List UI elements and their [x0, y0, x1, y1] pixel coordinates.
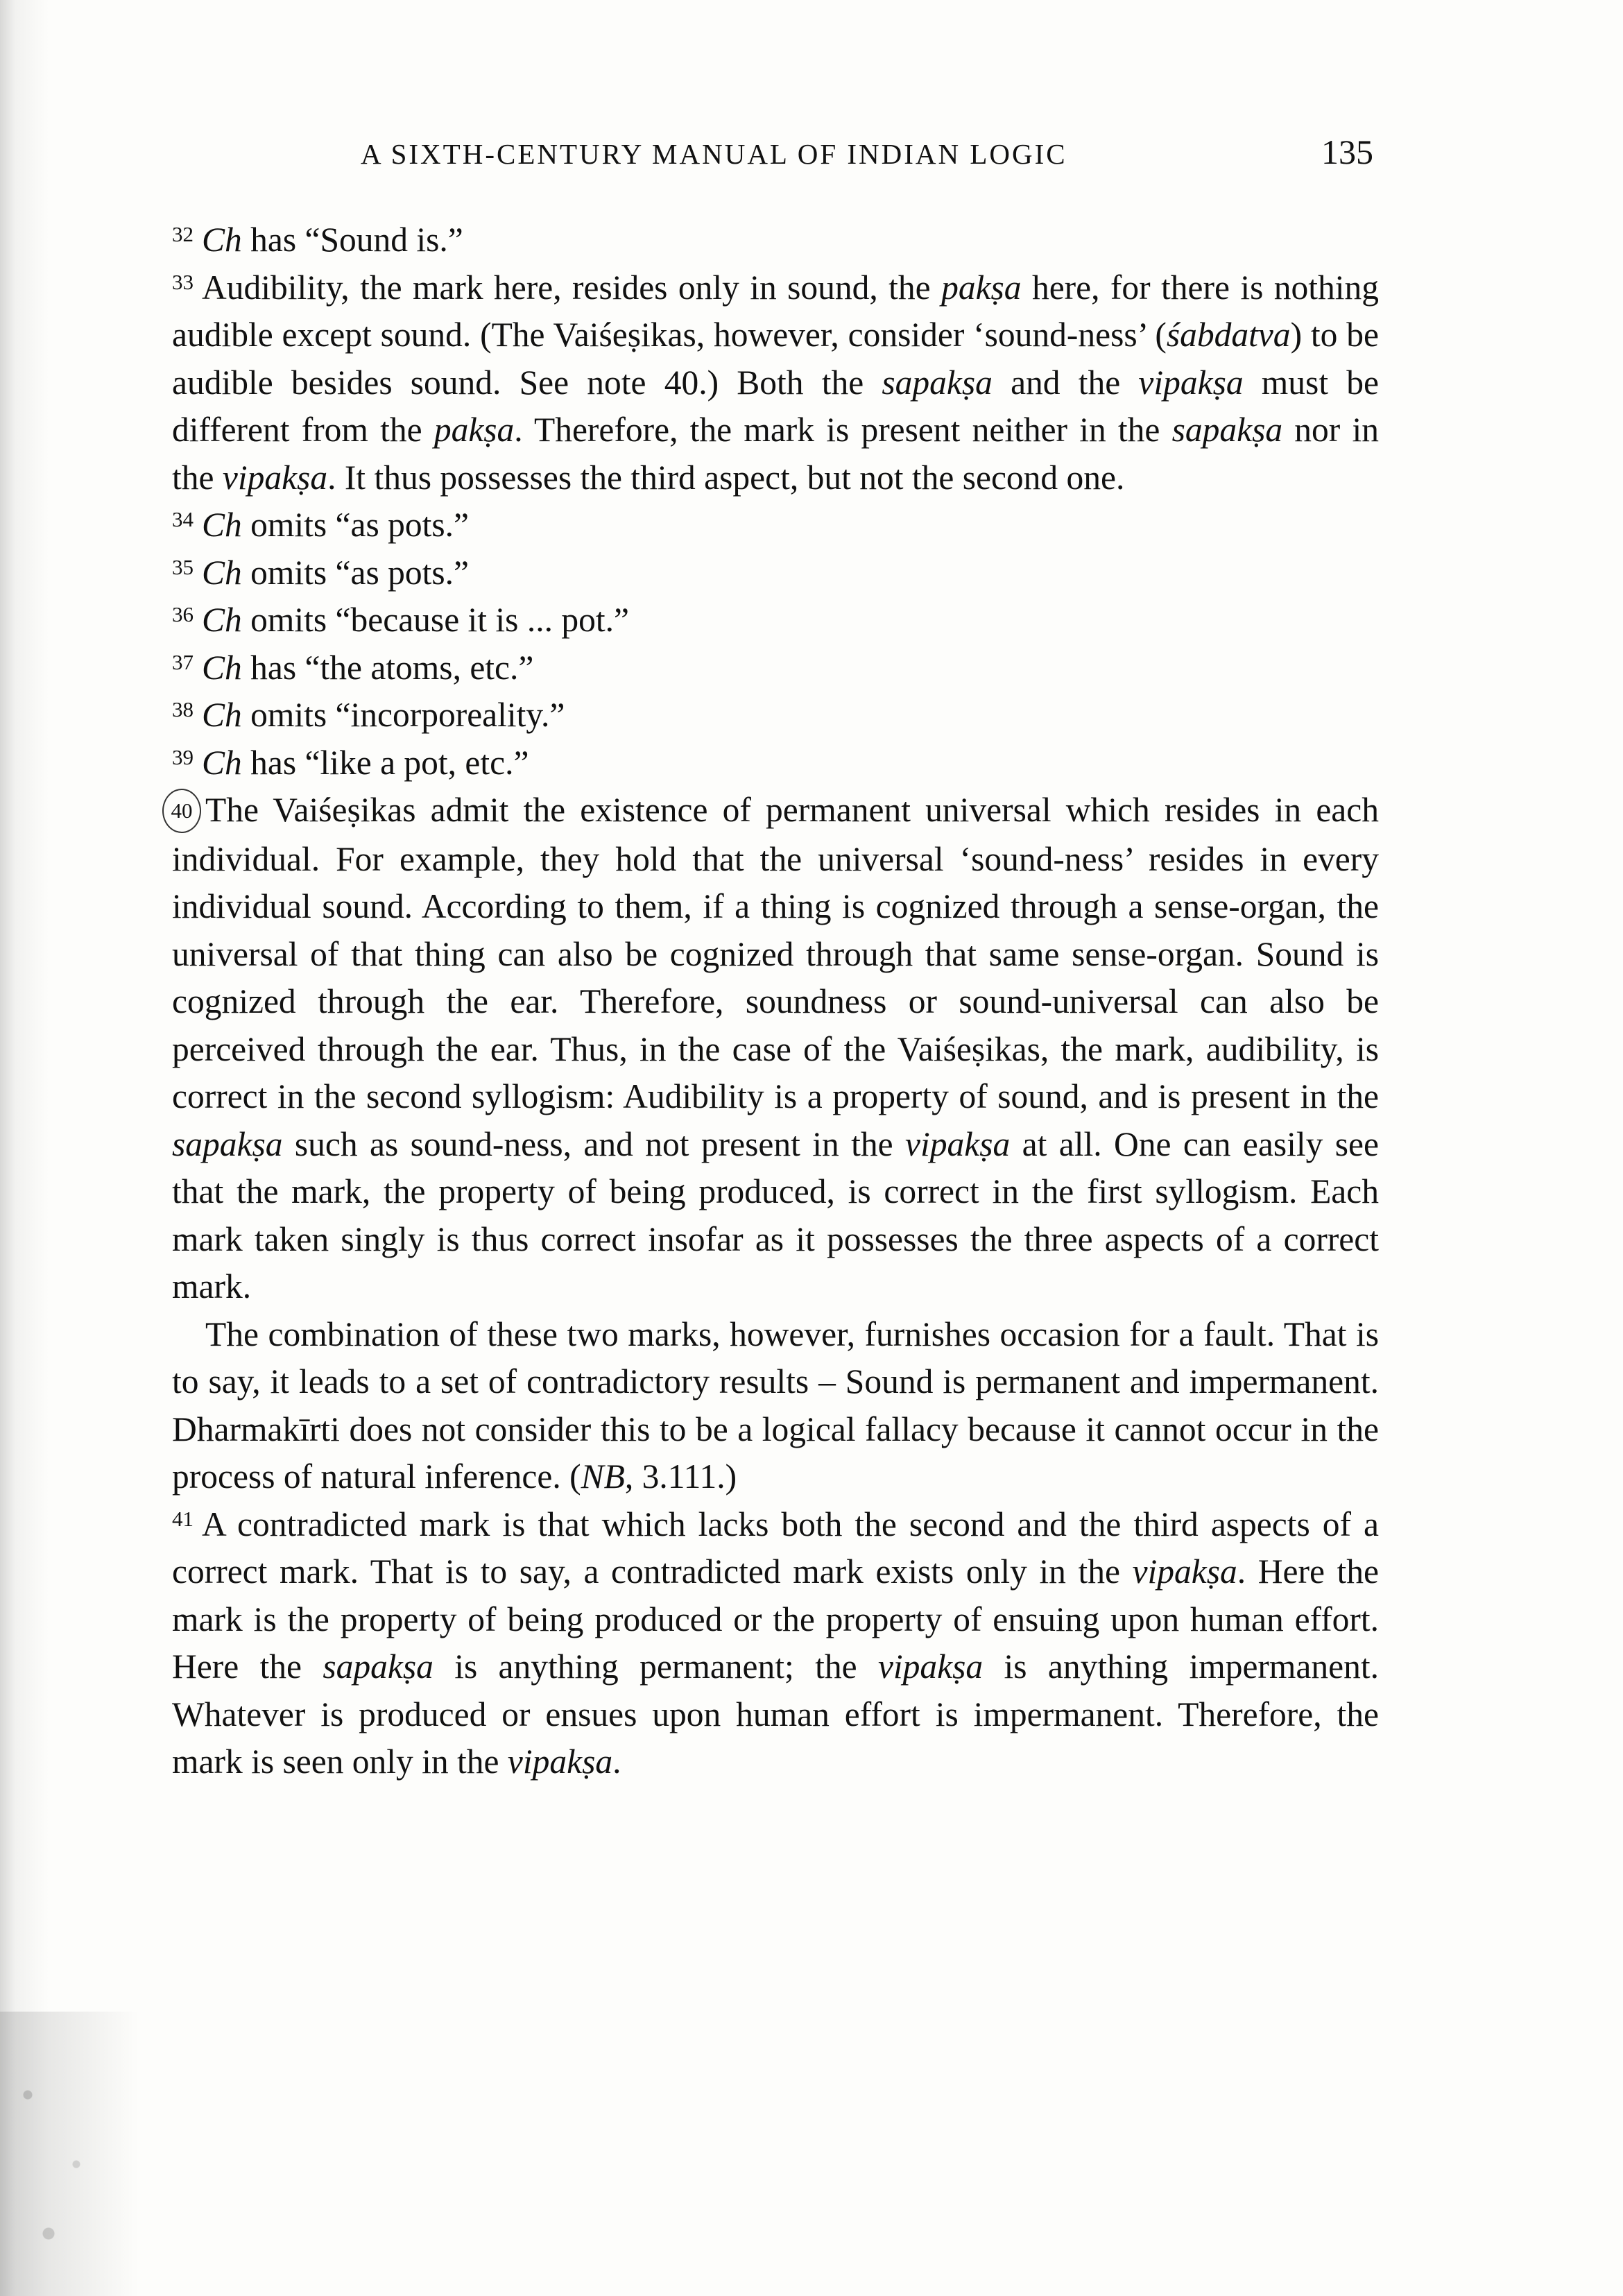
- footnote-36: [172, 597, 1379, 644]
- footnote-number: 41: [172, 1506, 194, 1531]
- footnote-text: . Here the mark is the property of being produced or the property of ensuing upon human effort. Here the: [172, 1552, 1379, 1686]
- footnote-text: has “the atoms, etc.”: [241, 648, 534, 687]
- italic-term: Ch: [202, 743, 242, 782]
- footnote-text: . Therefore, the mark is present neither in the: [514, 411, 1172, 449]
- footnote-33: [172, 264, 1379, 502]
- footnote-text: omits “because it is ... pot.”: [241, 601, 629, 639]
- footnote-number: 34: [172, 507, 194, 531]
- italic-term: Ch: [202, 553, 242, 592]
- italic-term: NB: [581, 1457, 625, 1496]
- footnote-text: A contradicted mark is that which lacks both the second and the third aspects of a correct mark. That is to say, a contradicted mark exists only in the: [172, 1505, 1379, 1591]
- italic-term: sapakṣa: [882, 363, 993, 402]
- footnote-34: [172, 502, 1379, 549]
- footnote-text: . It thus possesses the third aspect, but not the second one.: [327, 458, 1125, 497]
- footnote-text: and the: [992, 363, 1139, 402]
- footnote-number: 32: [172, 222, 194, 246]
- italic-term: vipakṣa: [507, 1742, 613, 1781]
- italic-term: sapakṣa: [172, 1124, 283, 1163]
- footnote-text: .: [612, 1742, 621, 1781]
- footnote-number: 36: [172, 602, 194, 626]
- circled-footnote-number: 40: [162, 789, 201, 833]
- italic-term: Ch: [202, 506, 242, 544]
- footnote-text: Audibility, the mark here, resides only in sound, the: [202, 268, 942, 307]
- italic-term: Ch: [202, 696, 242, 734]
- footnote-39: [172, 739, 1379, 787]
- footnote-text: such as sound-ness, and not present in the: [282, 1124, 906, 1163]
- footnote-text: The combination of these two marks, however, furnishes occasion for a fault. That is to say, it leads to a set of contradictory results – Sound is permanent and impermanent. Dharmakīrti does not consider this to be a logical fallacy because it cannot occur in the process of natural inference. (: [172, 1314, 1379, 1496]
- footnote-number: 35: [172, 554, 194, 579]
- scan-noise: [0, 2012, 139, 2296]
- footnote-continuation-paragraph: [172, 1311, 1379, 1501]
- footnote-number: 39: [172, 744, 194, 769]
- footnote-41: [172, 1501, 1379, 1786]
- footnotes-block: [172, 216, 1379, 1786]
- footnote-37: [172, 644, 1379, 692]
- footnote-35: [172, 549, 1379, 597]
- footnote-32: [172, 216, 1379, 264]
- running-head: A SIXTH-CENTURY MANUAL OF INDIAN LOGIC: [361, 138, 1067, 170]
- footnote-text: at all. One can easily see that the mark, the property of being produced, is correct in the first syllogism. Each mark taken singly is thus correct insofar as it possesses the three aspects of a correct mark.: [172, 1124, 1379, 1306]
- footnote-text: has “Sound is.”: [241, 221, 463, 259]
- binding-gutter-shadow: [0, 0, 49, 2296]
- footnote-number: 37: [172, 649, 194, 674]
- footnote-text: is anything impermanent. Whatever is produced or ensues upon human effort is impermanent. Therefore, the mark is seen only in the: [172, 1647, 1379, 1781]
- italic-term: Ch: [202, 601, 242, 639]
- italic-term: pakṣa: [433, 411, 515, 449]
- footnote-text: omits “as pots.”: [241, 506, 469, 544]
- italic-term: sapakṣa: [1171, 411, 1283, 449]
- footnote-number: 33: [172, 269, 194, 294]
- footnote-number: 38: [172, 697, 194, 721]
- footnote-text: omits “incorporeality.”: [241, 696, 565, 734]
- italic-term: Ch: [202, 648, 242, 687]
- italic-term: vipakṣa: [905, 1124, 1011, 1163]
- footnote-text: here, for there is nothing audible except sound. (The Vaiśeṣikas, however, consider ‘sound-ness’ (: [172, 268, 1380, 354]
- italic-term: vipakṣa: [222, 458, 328, 497]
- italic-term: sapakṣa: [323, 1647, 433, 1686]
- italic-term: śabdatva: [1166, 316, 1291, 354]
- footnote-text: nor in the: [172, 411, 1379, 497]
- page-number: 135: [1321, 132, 1373, 171]
- footnote-text: omits “as pots.”: [241, 553, 469, 592]
- footnote-text: is anything permanent; the: [433, 1647, 878, 1686]
- italic-term: vipakṣa: [1138, 363, 1244, 402]
- footnote-text: must be different from the: [172, 363, 1379, 449]
- italic-term: Ch: [202, 221, 242, 259]
- italic-term: vipakṣa: [1132, 1552, 1237, 1591]
- footnote-text: The Vaiśeṣikas admit the existence of permanent universal which resides in each individual. For example, they hold that the universal ‘sound-ness’ resides in every individual sound. According to them, if a thing is cognized through a sense-organ, the universal of that thing can also be cognized through that same sense-organ. Sound is cognized through the ear. Therefore, soundness or sound-universal can also be perceived through the ear. Thus, in the case of the Vaiśeṣikas, the mark, audibility, is correct in the second syllogism: Audibility is a property of sound, and is present in the: [172, 791, 1379, 1116]
- italic-term: vipakṣa: [877, 1647, 984, 1686]
- footnote-text: , 3.111.): [624, 1457, 737, 1496]
- footnote-40: [172, 787, 1379, 1311]
- footnote-text: ) to be audible besides sound. See note 40.) Both the: [172, 316, 1379, 402]
- italic-term: pakṣa: [941, 268, 1022, 307]
- footnote-38: [172, 692, 1379, 739]
- footnote-text: has “like a pot, etc.”: [241, 743, 529, 782]
